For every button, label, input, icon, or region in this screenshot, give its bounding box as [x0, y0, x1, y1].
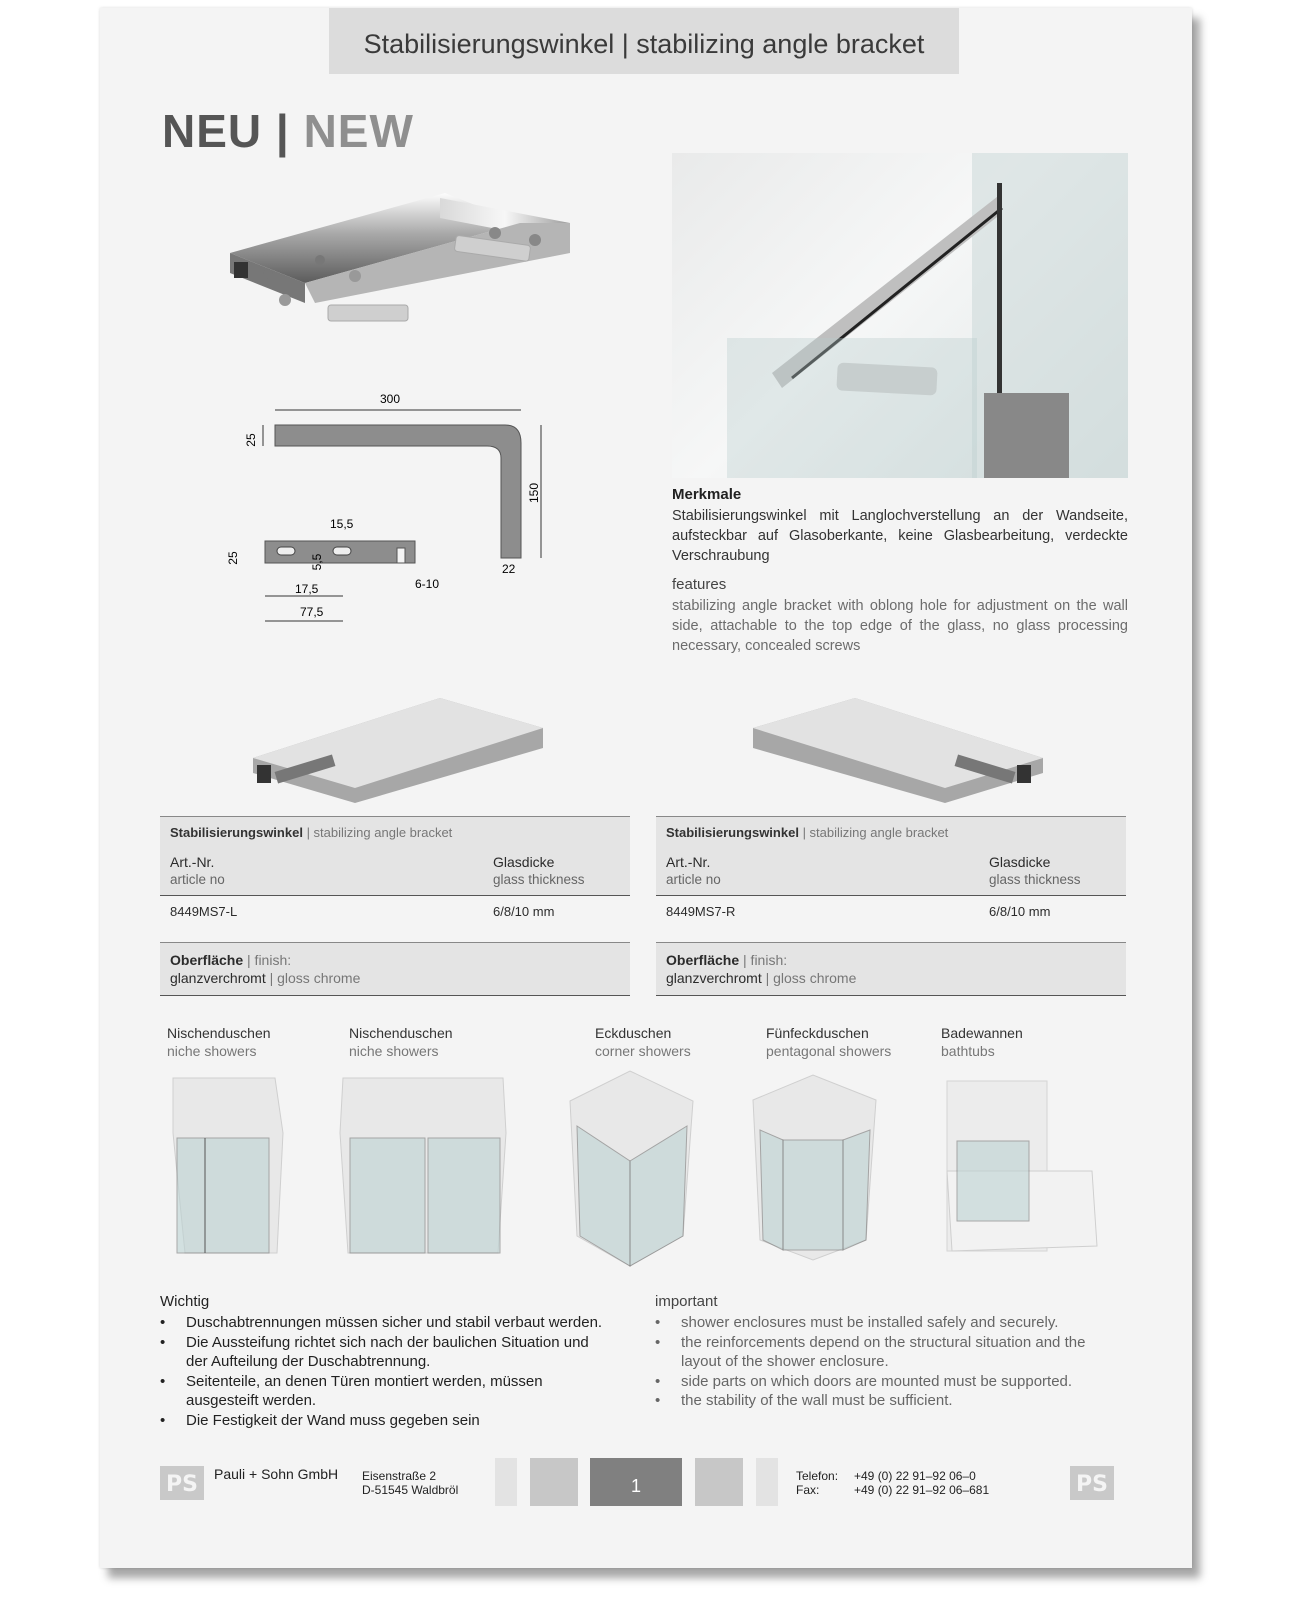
glass-thickness: 6/8/10 mm: [989, 904, 1051, 919]
dim-150: 150: [527, 482, 541, 504]
niche-shower-double-image: [338, 1073, 508, 1263]
col-thickness-de: Glasdicke: [493, 854, 555, 870]
table-header: [160, 847, 630, 896]
important-en-list: [655, 1313, 1095, 1411]
col-thickness-en: glass thickness: [989, 872, 1081, 887]
list-item: • side parts on which doors are mounted must be supported.: [655, 1372, 1095, 1392]
bathtub-image: [942, 1076, 1102, 1256]
bracket-left-image: [245, 693, 565, 808]
important-de-title: Wichtig: [160, 1293, 210, 1310]
table-header: [656, 847, 1126, 896]
list-item: • the reinforcements depend on the structural situation and the layout of the shower enclosure.: [655, 1333, 1095, 1372]
features-en-title: features: [672, 576, 727, 593]
article-number: 8449MS7-L: [170, 904, 238, 919]
dim-5-5: 5,5: [310, 553, 324, 571]
company-address: Eisenstraße 2 D-51545 Waldbröl: [362, 1469, 459, 1497]
bracket-right-image: [745, 693, 1065, 808]
fax-label: Fax:: [796, 1483, 820, 1497]
dim-300: 300: [379, 392, 401, 406]
important-en-title: important: [655, 1293, 718, 1310]
col-article-de: Art.-Nr.: [666, 854, 711, 870]
list-item: • Duschabtrennungen müssen sicher und stabil verbaut werden.: [160, 1313, 610, 1333]
contact-info: [796, 1469, 990, 1497]
finish-box: [656, 942, 1126, 996]
technical-drawing: [225, 388, 565, 628]
niche-shower-image: [165, 1073, 285, 1263]
spec-table-left: [160, 816, 630, 996]
shower-type-caption: Nischenduschen niche showers: [349, 1025, 453, 1059]
installation-photo: [672, 153, 1128, 478]
dim-15-5: 15,5: [330, 517, 354, 531]
phone-number: +49 (0) 22 91–92 06–0: [854, 1469, 976, 1483]
col-thickness-en: glass thickness: [493, 872, 585, 887]
company-logo: [160, 1466, 204, 1500]
company-logo-right: [1070, 1466, 1114, 1500]
finish-box: [160, 942, 630, 996]
bracket-exploded-image: [150, 178, 630, 368]
svg-text:PS: PS: [166, 1472, 198, 1497]
catalog-page: [100, 8, 1192, 1568]
dim-6-10: 6-10: [415, 577, 440, 591]
fax-number: +49 (0) 22 91–92 06–681: [854, 1483, 990, 1497]
dim-25-top: 25: [244, 433, 258, 447]
dim-22: 22: [502, 562, 516, 576]
dim-77-5: 77,5: [300, 605, 324, 619]
list-item: • Seitenteile, an denen Türen montiert werden, müssen ausgesteift werden.: [160, 1372, 610, 1411]
list-item: • the stability of the wall must be sufficient.: [655, 1391, 1095, 1411]
page-header: Stabilisierungswinkel | stabilizing angle bracket: [329, 8, 959, 74]
list-item: • shower enclosures must be installed safely and securely.: [655, 1313, 1095, 1333]
spec-table-right: [656, 816, 1126, 996]
table-title: Stabilisierungswinkel | stabilizing angle bracket: [656, 816, 1126, 847]
features-en-text: stabilizing angle bracket with oblong hole for adjustment on the wall side, attachable to the top edge of the glass, no glass processing necessary, concealed screws: [672, 598, 1128, 654]
features-de-title: Merkmale: [672, 486, 742, 503]
finish-label-en: | finish:: [247, 952, 292, 968]
list-item: • Die Festigkeit der Wand muss gegeben sein: [160, 1411, 610, 1431]
phone-label: Telefon:: [796, 1469, 839, 1483]
col-article-en: article no: [170, 872, 225, 887]
shower-type-caption: Fünfeckduschen pentagonal showers: [766, 1025, 892, 1059]
col-thickness-de: Glasdicke: [989, 854, 1051, 870]
features-de-text: Stabilisierungswinkel mit Langlochverstellung an der Wandseite, aufsteckbar auf Glasoberkante, keine Glasbearbeitung, verdeckte Verschraubung: [672, 508, 1128, 564]
headline-de: NEU: [162, 105, 263, 157]
headline-en: NEW: [303, 105, 414, 157]
table-row: [656, 896, 1126, 926]
col-article-en: article no: [666, 872, 721, 887]
col-article-de: Art.-Nr.: [170, 854, 215, 870]
important-de-list: [160, 1313, 610, 1430]
finish-label-de: Oberfläche: [170, 952, 244, 968]
finish-value-en: | gloss chrome: [765, 970, 857, 986]
page-number: 1: [590, 1458, 682, 1506]
headline-separator: |: [275, 105, 290, 157]
footer: [100, 1458, 1192, 1518]
dim-25-bottom: 25: [226, 551, 240, 565]
shower-type-caption: Eckduschen corner showers: [595, 1025, 691, 1059]
finish-label-de: Oberfläche: [666, 952, 740, 968]
glass-thickness: 6/8/10 mm: [493, 904, 555, 919]
headline: [162, 104, 414, 158]
list-item: • Die Aussteifung richtet sich nach der baulichen Situation und der Aufteilung der Duschabtrennung.: [160, 1333, 610, 1372]
article-number: 8449MS7-R: [666, 904, 736, 919]
table-row: [160, 896, 630, 926]
finish-label-en: | finish:: [743, 952, 788, 968]
svg-text:PS: PS: [1076, 1472, 1108, 1497]
finish-value-de: glanzverchromt: [666, 970, 762, 986]
table-title: Stabilisierungswinkel | stabilizing angle bracket: [160, 816, 630, 847]
shower-type-caption: Nischenduschen niche showers: [167, 1025, 271, 1059]
dim-17-5: 17,5: [295, 582, 319, 596]
shower-type-caption: Badewannen bathtubs: [941, 1025, 1023, 1059]
finish-value-de: glanzverchromt: [170, 970, 266, 986]
pentagonal-shower-image: [748, 1070, 883, 1265]
finish-value-en: | gloss chrome: [269, 970, 361, 986]
company-name: Pauli + Sohn GmbH: [214, 1466, 339, 1482]
corner-shower-image: [565, 1066, 700, 1271]
